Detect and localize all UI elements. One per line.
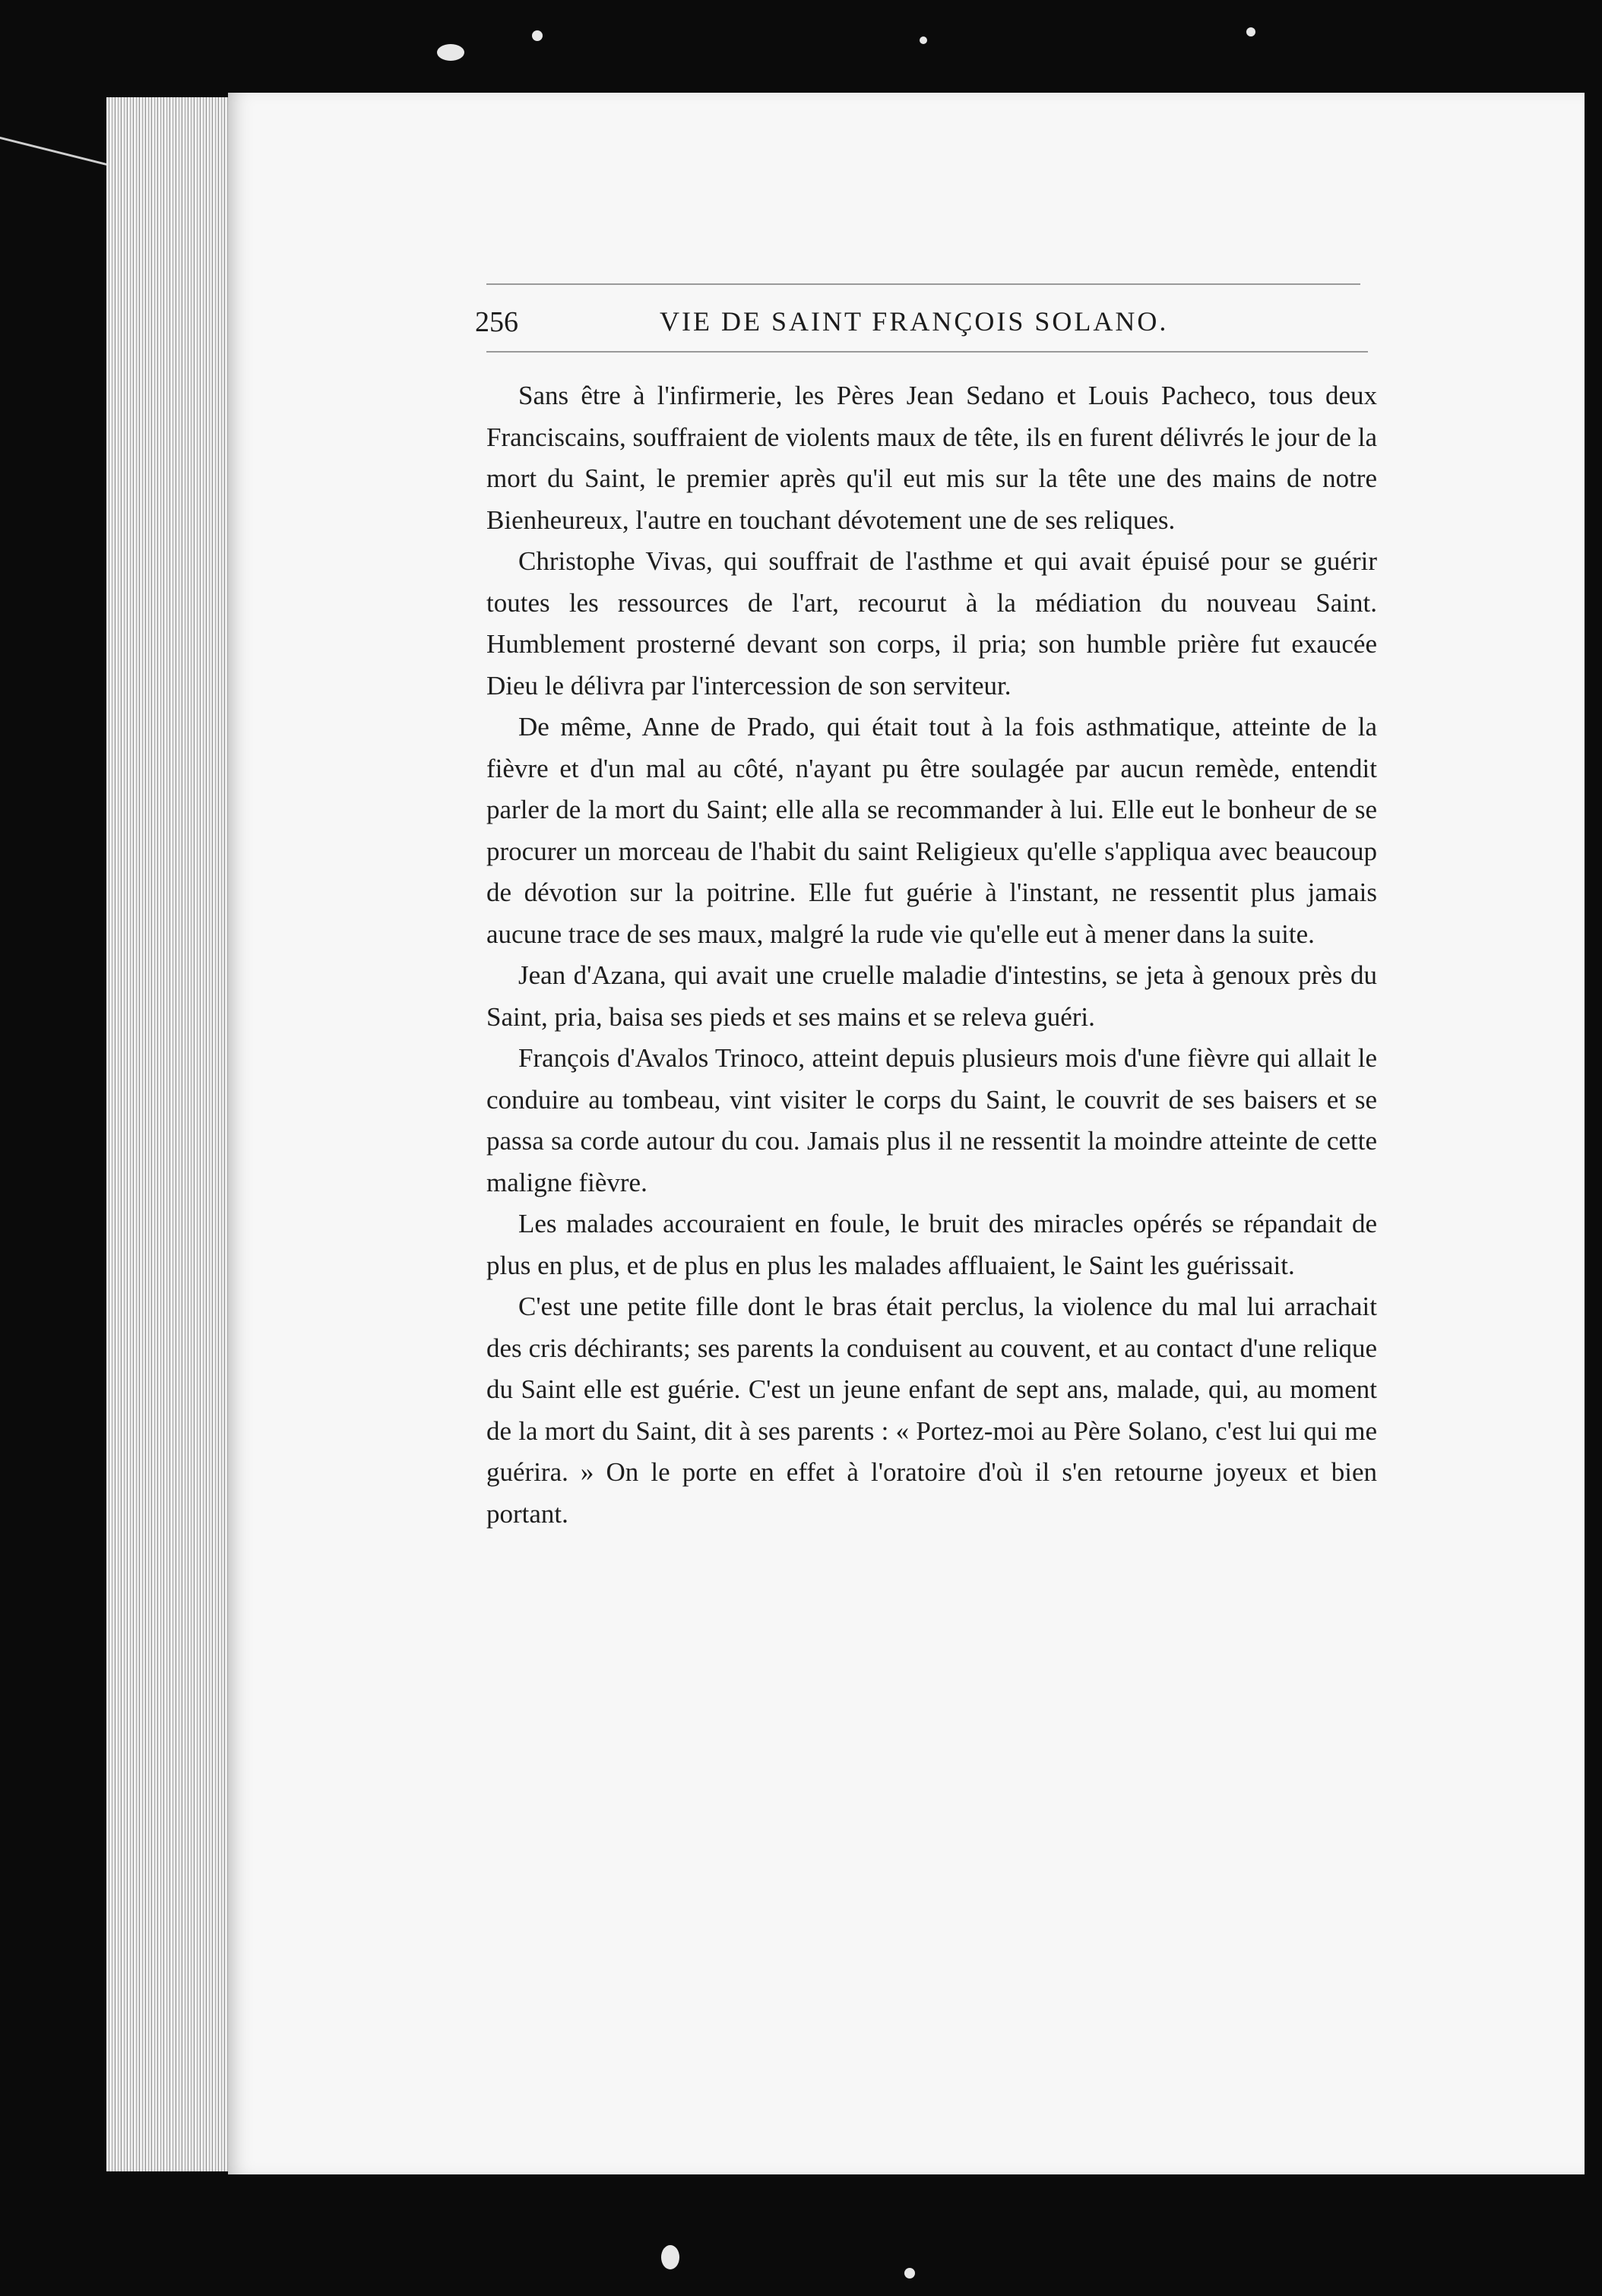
paragraph: Sans être à l'infirmerie, les Pères Jean Sedano et Louis Pacheco, tous deux Franciscains, souffraient de violents maux de tête, ils en furent délivrés le jour de la mort du Saint, le premier après qu'il eut mis sur la tête une des mains de notre Bienheureux, l'autre en touchant dévotement une de ses reliques. — [486, 381, 1377, 535]
page-stack-edges — [106, 97, 236, 2171]
body-text — [486, 375, 1377, 1535]
paragraph: Christophe Vivas, qui souffrait de l'asthme et qui avait épuisé pour se guérir toutes les ressources de l'art, recourut à la médiation du nouveau Saint. Humblement prosterné devant son corps, il pria; son humble prière fut exaucée Dieu le délivra par l'intercession de son serviteur. — [486, 546, 1377, 701]
dust-speck — [437, 44, 464, 61]
dust-speck — [1246, 27, 1255, 36]
dust-speck — [920, 36, 927, 44]
paragraph: François d'Avalos Trinoco, atteint depuis plusieurs mois d'une fièvre qui allait le conduire au tombeau, vint visiter le corps du Saint, le couvrit de ses baisers et se passa sa corde autour du cou. Jamais plus il ne ressentit la moindre atteinte de cette maligne fièvre. — [486, 1043, 1377, 1197]
dust-speck — [532, 30, 543, 41]
dust-speck — [904, 2268, 915, 2279]
paragraph: De même, Anne de Prado, qui était tout à la fois asthmatique, atteinte de la fièvre et d'un mal au côté, n'ayant pu être soulagée par aucun remède, entendit parler de la mort du Saint; elle alla se recommander à lui. Elle eut le bonheur de se procurer un morceau de l'habit du saint Religieux qu'elle s'appliqua avec beaucoup de dévotion sur la poitrine. Elle fut guérie à l'instant, ne ressentit plus jamais aucune trace de ses maux, malgré la rude vie qu'elle eut à mener dans la suite. — [486, 712, 1377, 949]
running-title: VIE DE SAINT FRANÇOIS SOLANO. — [660, 306, 1169, 337]
header-rule-bottom — [486, 351, 1368, 353]
paragraph: Jean d'Azana, qui avait une cruelle maladie d'intestins, se jeta à genoux près du Saint, pria, baisa ses pieds et ses mains et se releva guéri. — [486, 960, 1377, 1032]
paragraph: C'est une petite fille dont le bras était perclus, la violence du mal lui arrachait des cris déchirants; ses parents la conduisent au couvent, et au contact d'une relique du Saint elle est guérie. C'est un jeune enfant de sept ans, malade, qui, au moment de la mort du Saint, dit à ses parents : « Portez-moi au Père Solano, c'est lui qui me guérira. » On le porte en effet à l'oratoire d'où il s'en retourne joyeux et bien portant. — [486, 1292, 1377, 1529]
dust-speck — [661, 2245, 679, 2269]
header-rule-top — [486, 283, 1360, 285]
scanner-artifact — [0, 137, 110, 220]
paragraph: Les malades accouraient en foule, le bruit des miracles opérés se répandait de plus en plus, et de plus en plus les malades affluaient, le Saint les guérissait. — [486, 1209, 1377, 1280]
page-number: 256 — [475, 306, 518, 338]
